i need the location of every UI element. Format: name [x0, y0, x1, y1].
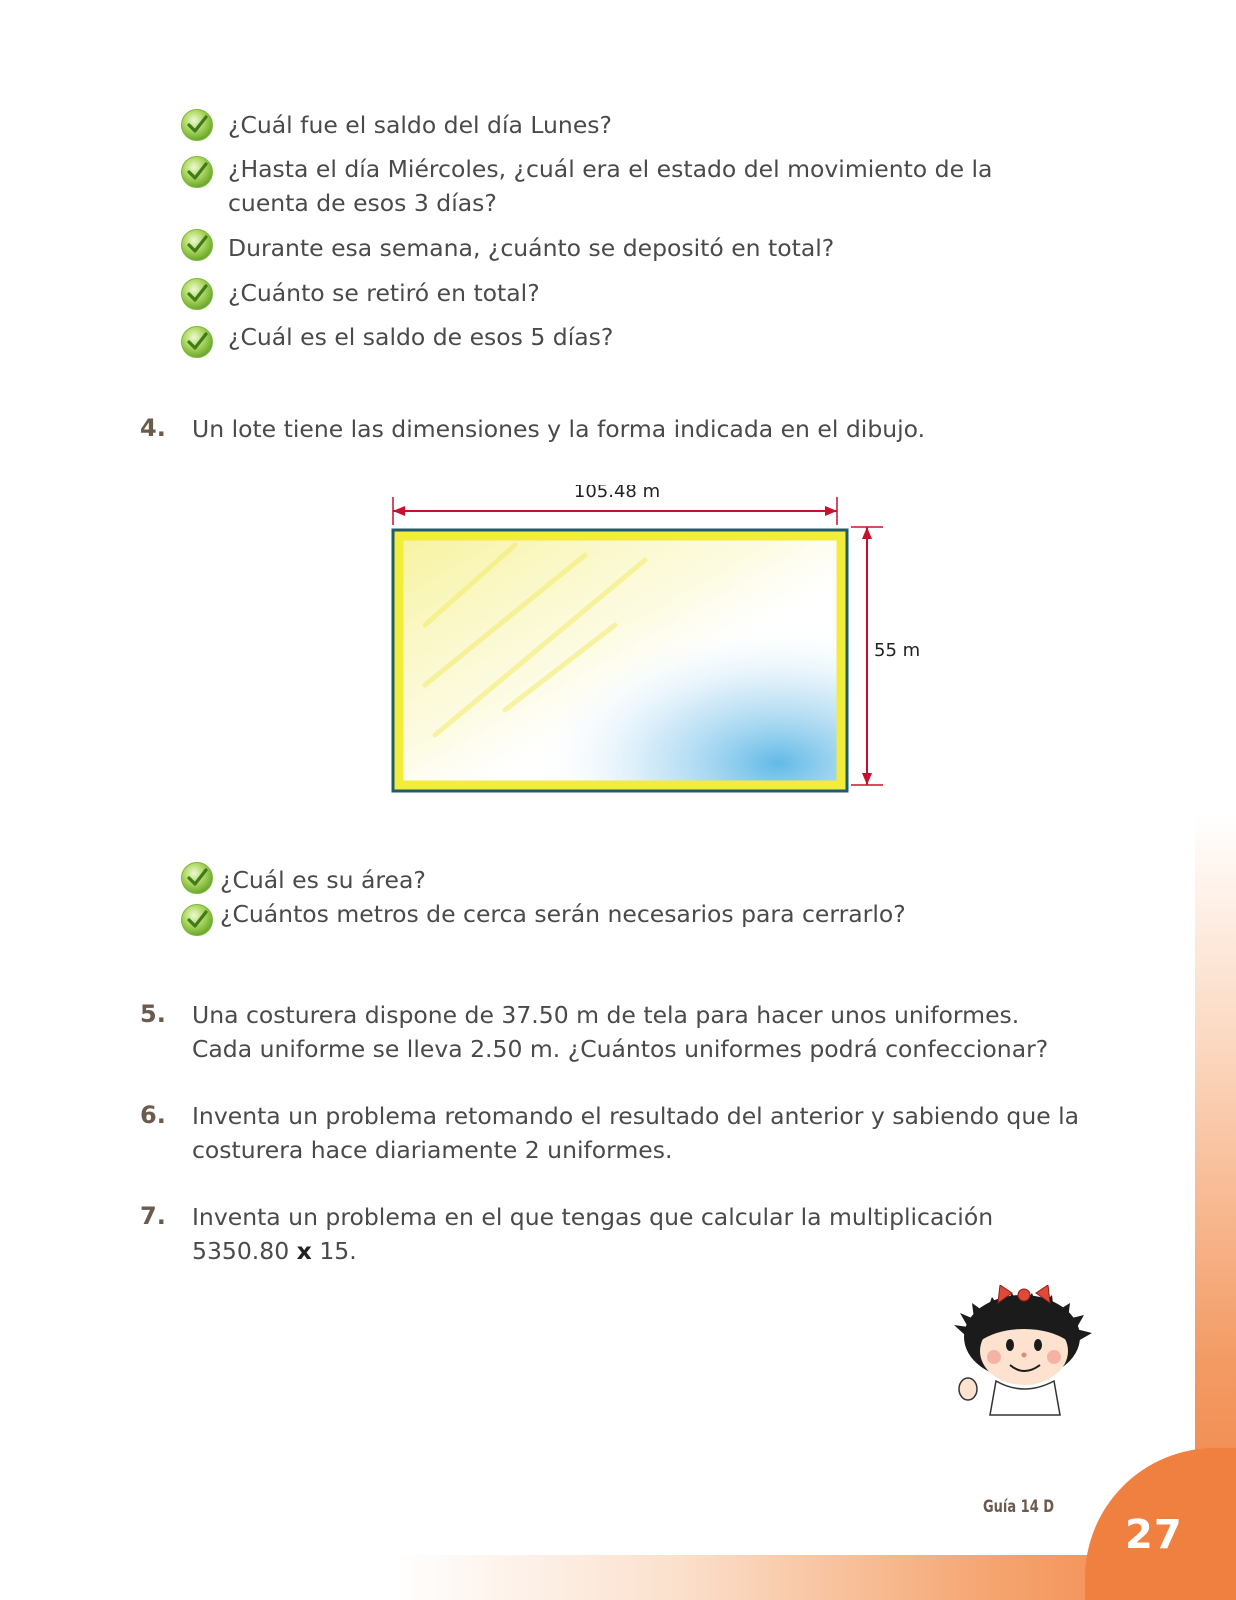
question-estado-miercoles-line1: ¿Hasta el día Miércoles, ¿cuál era el estado del movimiento de la	[228, 155, 993, 183]
multiplier: 15.	[319, 1237, 357, 1265]
question-saldo-5-dias: ¿Cuál es el saldo de esos 5 días?	[228, 323, 614, 351]
problem-5-line1: Una costurera dispone de 37.50 m de tela para hacer unos uniformes.	[192, 1001, 1020, 1029]
check-icon	[180, 325, 214, 359]
problem-5-line2: Cada uniforme se lleva 2.50 m. ¿Cuántos uniformes podrá confeccionar?	[192, 1035, 1049, 1063]
height-label: 55 m	[874, 640, 921, 661]
width-label: 105.48 m	[573, 485, 661, 502]
problem-number-6: 6.	[140, 1101, 166, 1129]
problem-number-5: 5.	[140, 1000, 166, 1028]
decorative-bottom-band	[0, 1555, 1236, 1600]
girl-illustration	[950, 1285, 1100, 1435]
problem-number-4: 4.	[140, 414, 166, 442]
check-icon	[180, 861, 214, 895]
question-deposito-total: Durante esa semana, ¿cuánto se depositó en total?	[228, 234, 835, 262]
problem-number-7: 7.	[140, 1202, 166, 1230]
question-estado-miercoles-line2: cuenta de esos 3 días?	[228, 189, 497, 217]
question-retiro-total: ¿Cuánto se retiró en total?	[228, 279, 540, 307]
lot-rectangle-figure	[385, 485, 945, 815]
check-icon	[180, 228, 214, 262]
problem-4-text: Un lote tiene las dimensiones y la forma indicada en el dibujo.	[192, 415, 926, 443]
question-cerca: ¿Cuántos metros de cerca serán necesarios para cerrarlo?	[220, 900, 906, 928]
problem-7-line1: Inventa un problema en el que tengas que calcular la multiplicación	[192, 1203, 994, 1231]
guide-label: Guía 14 D	[983, 1497, 1055, 1517]
problem-7-line2	[192, 1234, 357, 1268]
problem-6-line2: costurera hace diariamente 2 uniformes.	[192, 1136, 673, 1164]
problem-6-line1: Inventa un problema retomando el resultado del anterior y sabiendo que la	[192, 1102, 1080, 1130]
question-area: ¿Cuál es su área?	[220, 866, 426, 894]
question-saldo-lunes: ¿Cuál fue el saldo del día Lunes?	[228, 111, 612, 139]
check-icon	[180, 277, 214, 311]
multiplicand: 5350.80	[192, 1237, 290, 1265]
check-icon	[180, 108, 214, 142]
page-number: 27	[1125, 1512, 1183, 1558]
check-icon	[180, 903, 214, 937]
check-icon	[180, 155, 214, 189]
multiply-sign: x	[296, 1237, 312, 1265]
